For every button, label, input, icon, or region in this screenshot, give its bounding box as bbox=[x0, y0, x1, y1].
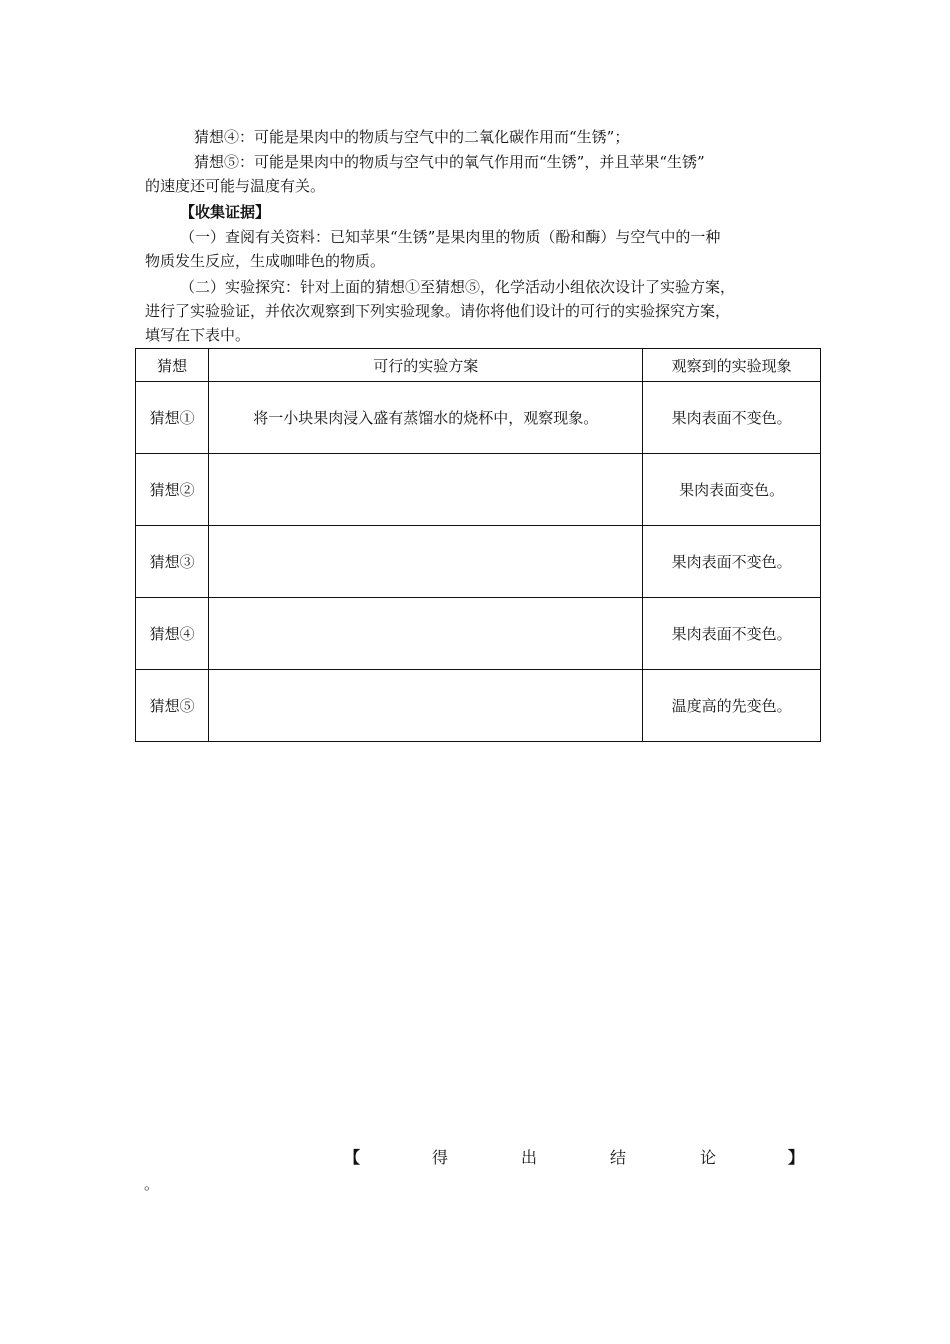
conclusion-tail: 。 bbox=[144, 1175, 160, 1193]
result-cell: 温度高的先变色。 bbox=[643, 670, 821, 742]
plan-cell[interactable]: 将一小块果肉浸入盛有蒸馏水的烧杯中，观察现象。 bbox=[209, 382, 643, 454]
header-result: 观察到的实验现象 bbox=[643, 349, 821, 382]
section2-line3: 填写在下表中。 bbox=[145, 326, 251, 344]
guess-cell: 猜想④ bbox=[136, 598, 209, 670]
conclusion-char: 【 bbox=[344, 1148, 361, 1167]
section2-line1: （二）实验探究：针对上面的猜想①至猜想⑤，化学活动小组依次设计了实验方案， bbox=[180, 278, 736, 296]
header-guess: 猜想 bbox=[136, 349, 209, 382]
experiment-table bbox=[135, 348, 821, 742]
plan-cell[interactable] bbox=[209, 454, 643, 526]
guess5-text-line2: 的速度还可能与温度有关。 bbox=[145, 177, 326, 195]
conclusion-char: 论 bbox=[700, 1148, 717, 1167]
plan-cell[interactable] bbox=[209, 526, 643, 598]
guess5-text-line1: 猜想⑤：可能是果肉中的物质与空气中的氧气作用而“生锈”，并且苹果“生锈” bbox=[194, 153, 705, 171]
conclusion-char: 出 bbox=[521, 1148, 538, 1167]
conclusion-char: 结 bbox=[610, 1148, 627, 1167]
result-cell: 果肉表面不变色。 bbox=[643, 526, 821, 598]
conclusion-char: 】 bbox=[788, 1148, 805, 1167]
table-header-row bbox=[136, 349, 821, 382]
plan-cell[interactable] bbox=[209, 598, 643, 670]
section1-line2: 物质发生反应，生成咖啡色的物质。 bbox=[145, 252, 386, 270]
guess-cell: 猜想③ bbox=[136, 526, 209, 598]
header-plan: 可行的实验方案 bbox=[209, 349, 643, 382]
conclusion-char: 得 bbox=[432, 1148, 449, 1167]
table-row bbox=[136, 526, 821, 598]
table-row bbox=[136, 670, 821, 742]
plan-cell[interactable] bbox=[209, 670, 643, 742]
guess-cell: 猜想② bbox=[136, 454, 209, 526]
result-cell: 果肉表面不变色。 bbox=[643, 598, 821, 670]
result-cell: 果肉表面不变色。 bbox=[643, 382, 821, 454]
guess4-text: 猜想④：可能是果肉中的物质与空气中的二氧化碳作用而“生锈”； bbox=[194, 128, 630, 146]
result-cell: 果肉表面变色。 bbox=[643, 454, 821, 526]
section1-line1: （一）查阅有关资料：已知苹果“生锈”是果肉里的物质（酚和酶）与空气中的一种 bbox=[180, 228, 721, 246]
collect-evidence-heading: 【收集证据】 bbox=[180, 203, 271, 221]
section2-line2: 进行了实验验证，并依次观察到下列实验现象。请你将他们设计的可行的实验探究方案， bbox=[145, 302, 731, 320]
guess-cell: 猜想① bbox=[136, 382, 209, 454]
table-row bbox=[136, 382, 821, 454]
table-row bbox=[136, 454, 821, 526]
guess-cell: 猜想⑤ bbox=[136, 670, 209, 742]
table-row bbox=[136, 598, 821, 670]
